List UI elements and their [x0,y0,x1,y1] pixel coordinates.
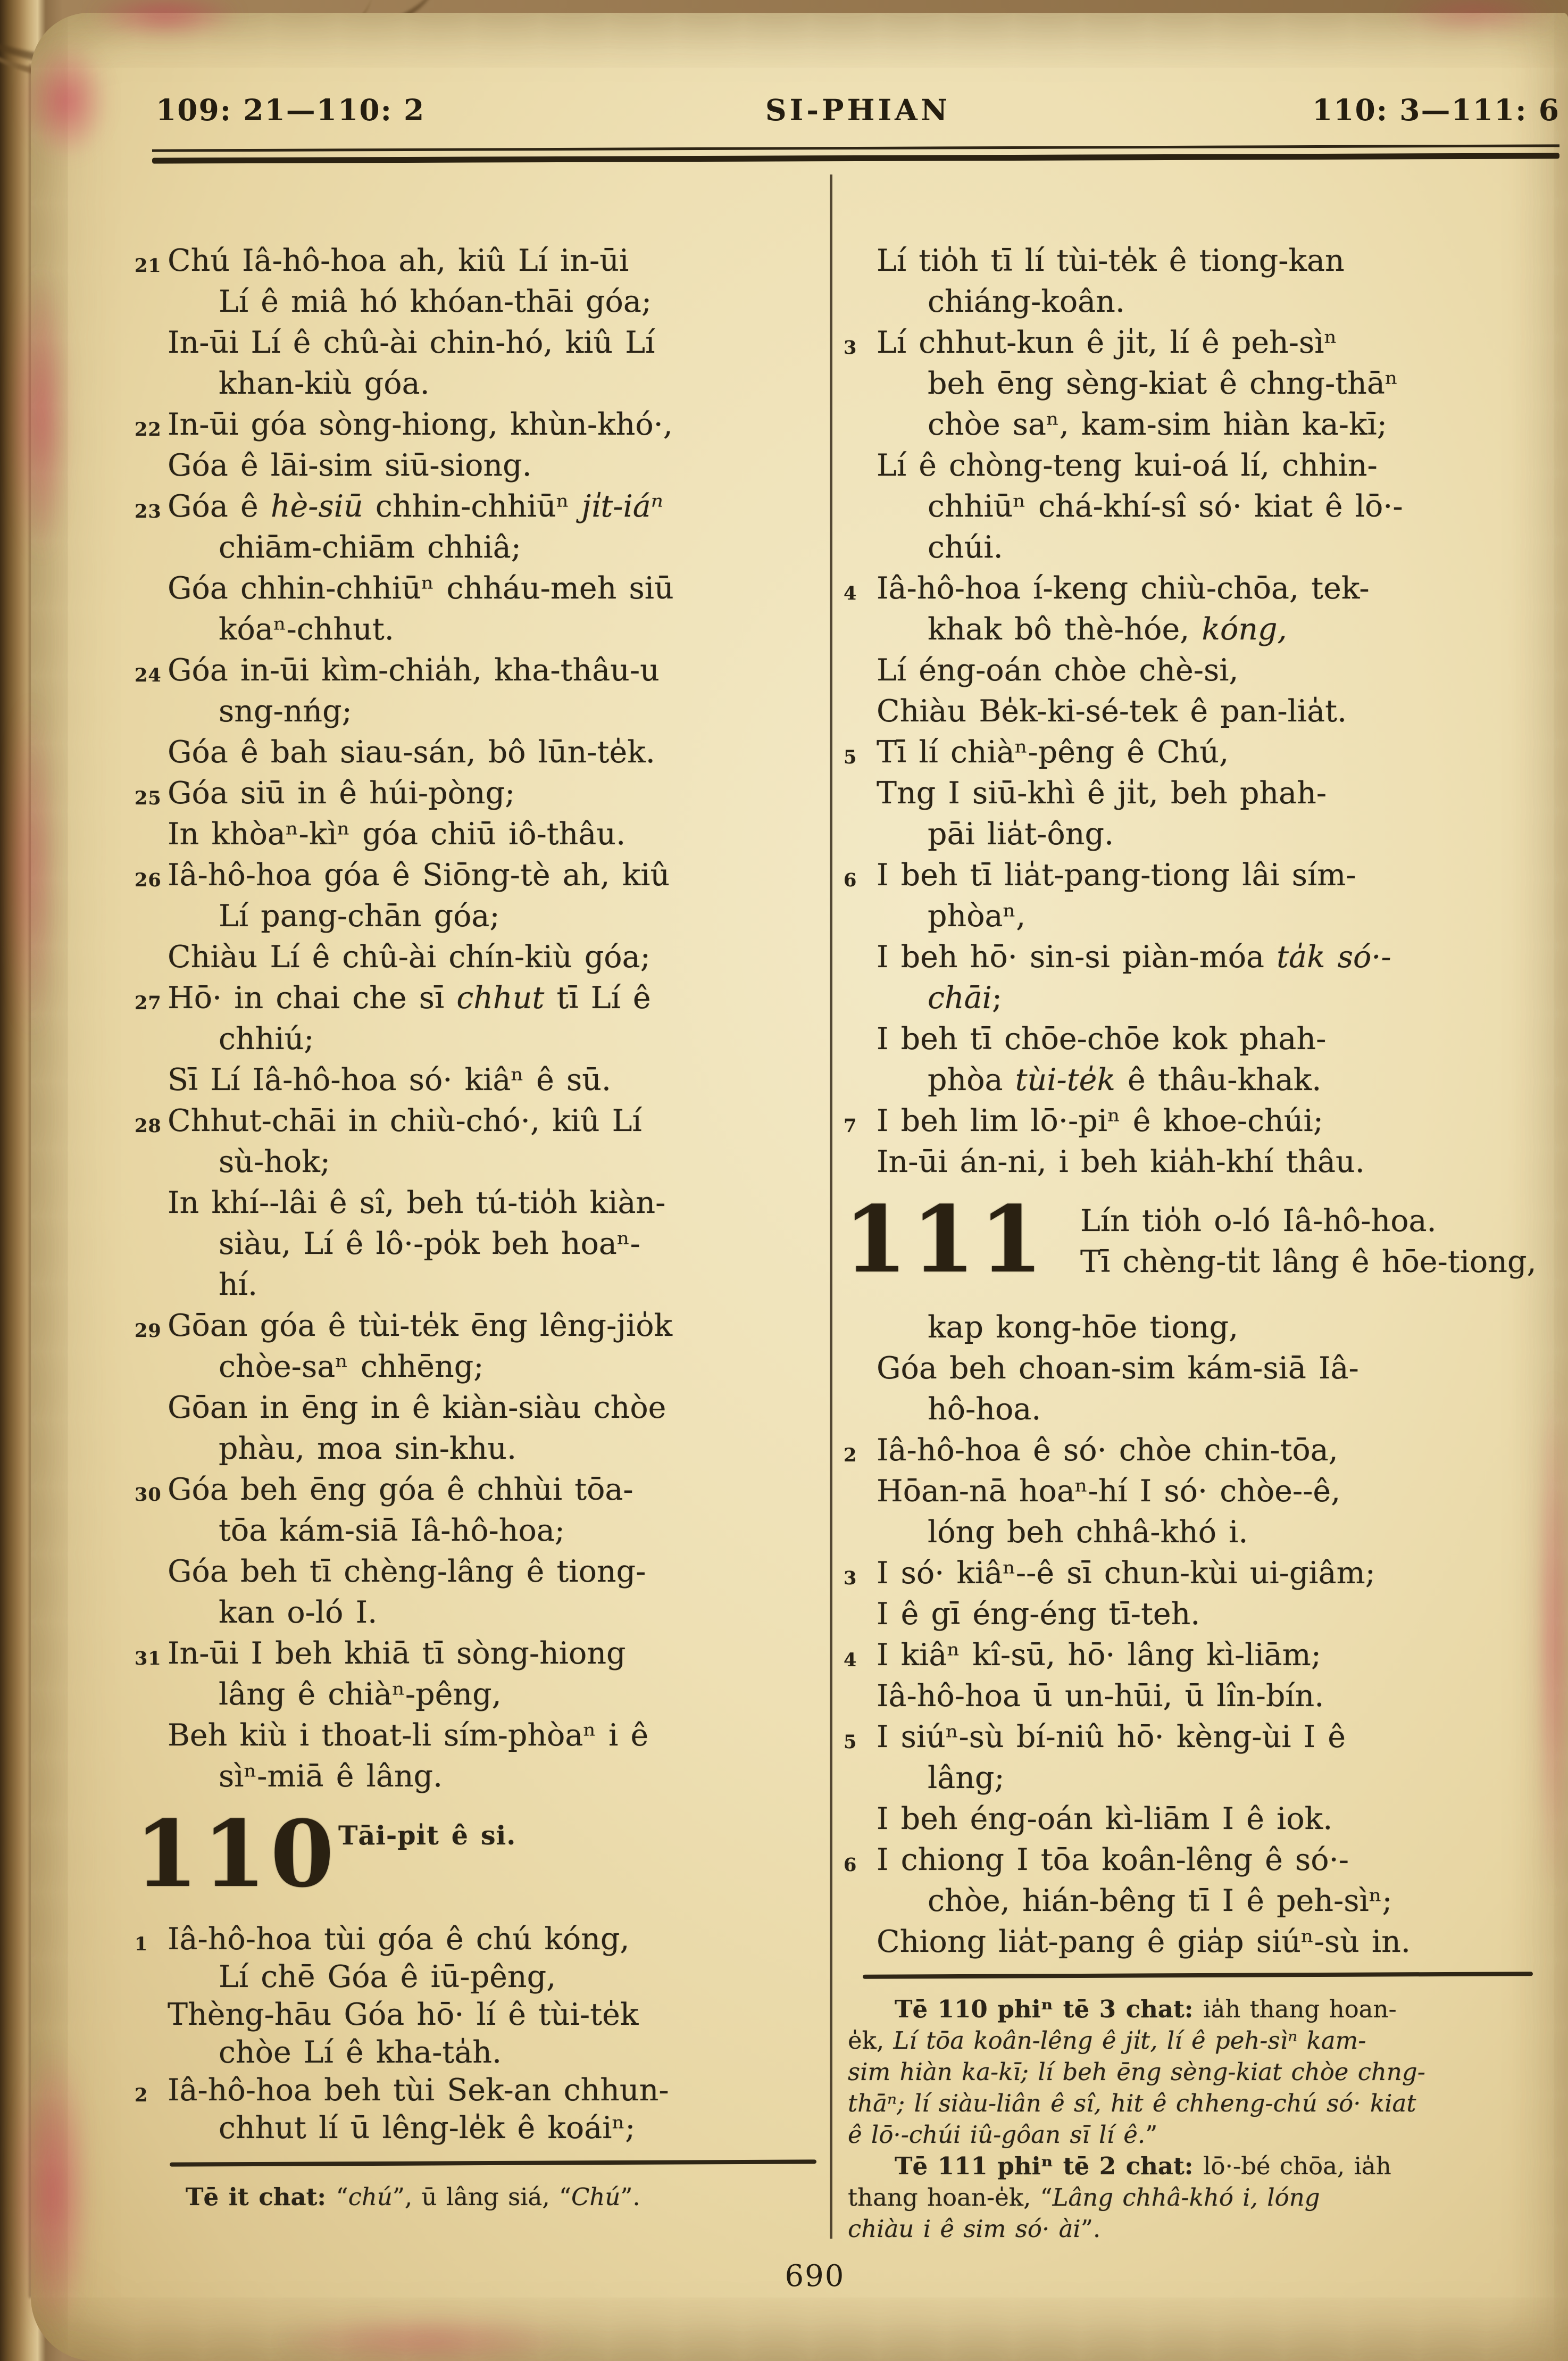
verse-line [135,445,827,486]
text: phòa [928,1062,1015,1098]
text: Lí pang-chān góa; [219,899,500,934]
verse-line [844,609,1559,650]
footnote-line [844,2025,1559,2056]
footnote-line [135,2181,827,2213]
footnote-line [844,2213,1559,2244]
verse-line [135,1674,827,1715]
text: Thèng-hāu Góa hō· lí ê tùi-te̍k [168,1997,639,2032]
text: khan-kiù góa. [219,366,430,401]
text: Lí ê miâ hó khóan-thāi góa; [219,284,652,319]
text: In khí--lâi ê sî, beh tú-tio̍h kiàn- [168,1185,666,1220]
verse-line [844,1101,1559,1142]
verse-line [844,486,1559,527]
text: In-ūi Lí ê chû-ài chin-hó, kiû Lí [168,325,655,360]
footnote-line [844,2150,1559,2182]
verse-line [844,814,1559,855]
italic-text: Lí tōa koân-lêng ê ji̍t, lí ê peh-sìⁿ kam- [893,2026,1366,2055]
text: chúi. [928,530,1003,565]
verse-line [135,527,827,568]
verse-line [844,1019,1559,1060]
verse-line [844,773,1559,814]
text: siàu, Lí ê lô·-po̍k beh hoaⁿ- [219,1226,640,1261]
text: Góa beh choan-sim kám-siā Iâ- [877,1351,1359,1386]
verse-line [135,1510,827,1551]
italic-text: ta̍k só·- [1277,940,1391,975]
verse-line [135,773,827,814]
text: chhut lí ū lêng-le̍k ê koáiⁿ; [219,2110,636,2146]
text: Gōan góa ê tùi-te̍k ēng lêng-jio̍k [168,1308,673,1343]
text: In-ūi án-ni, i beh kia̍h-khí thâu. [877,1144,1365,1179]
verse-line [135,1715,827,1756]
text: khak bô thè-hóe, [928,612,1202,647]
verse-line [135,486,827,527]
text: Chhut-chāi in chiù-chó·, kiû Lí [168,1103,642,1138]
verse-block [135,1921,827,2147]
text: tī Lí ê [544,980,651,1016]
text: Iâ-hô-hoa í-keng chiù-chōa, tek- [877,571,1370,606]
italic-text: sim hiàn ka-kī; lí beh ēng sèng-kiat chòe chng- [848,2058,1425,2086]
psalm-heading-body [1047,1198,1537,1283]
text: Lí chhut-kun ê ji̍t, lí ê peh-sìⁿ [877,325,1338,360]
verse-block [844,1307,1559,1963]
verse-line [844,1717,1559,1758]
verse-line [844,1676,1559,1717]
verse-number: 26 [135,869,162,891]
verse-number: 3 [844,337,857,359]
text: Góa beh tī chèng-lâng ê tiong- [168,1554,646,1589]
verse-line [135,1306,827,1346]
italic-text: Chú [571,2183,621,2211]
verse-number: 4 [844,583,857,604]
text: phàu, moa sin-khu. [219,1431,517,1466]
text: Tī chèng-ti̍t lâng ê hōe-tiong, [1080,1244,1537,1279]
psalm-number: 111 [844,1185,1048,1293]
verse-line [844,1060,1559,1101]
verse-line [135,937,827,978]
verse-line [844,281,1559,322]
verse-line [844,568,1559,609]
verse-line [135,1224,827,1265]
verse-line [135,1142,827,1183]
text: chiáng-koân. [928,284,1125,319]
text: Iâ-hô-hoa tùi góa ê chú kóng, [168,1922,630,1957]
italic-text: Lâng chhâ-khó i, lóng [1052,2183,1320,2212]
verse-number: 29 [135,1320,162,1342]
verse-number: 1 [135,1933,148,1955]
verse-line [844,322,1559,363]
verse-number: 5 [844,1731,857,1753]
text: Tī lí chiàⁿ-pêng ê Chú, [877,735,1229,770]
text: thang hoan-e̍k, “ [848,2183,1053,2212]
text: ”, ū lâng siá, “ [392,2183,571,2211]
verse-line [844,1512,1559,1553]
verse-line [135,322,827,363]
verse-line [844,937,1559,978]
text: lâng; [928,1760,1005,1795]
header-verse-range-left: 109: 21—110: 2 [156,93,426,127]
text: e̍k, [848,2026,894,2055]
italic-text: chiàu i ê sim só· ài [848,2215,1081,2243]
verse-line [844,1471,1559,1512]
verse-line [844,1840,1559,1881]
text: ” [1145,2121,1158,2149]
verse-line [135,1019,827,1060]
psalm-title: Tāi-pi̍t ê si. [338,1820,516,1851]
text: I beh lim lō·-piⁿ ê khoe-chúi; [877,1103,1323,1138]
verse-block [135,240,827,1797]
verse-number: 6 [844,869,857,891]
text: Hō· in chai che sī [168,980,457,1016]
verse-line [135,1060,827,1101]
text: Chú Iâ-hô-hoa ah, kiû Lí in-ūi [168,243,629,278]
verse-number: 7 [844,1115,857,1137]
right-column [844,240,1559,2244]
text: Lí ê chòng-teng kui-oá lí, chhin- [877,448,1378,483]
verse-line [135,363,827,404]
left-column [135,240,827,2213]
verse-line [135,240,827,281]
column-divider [830,174,832,2239]
verse-line [1047,1201,1537,1242]
text: beh ēng sèng-kiat ê chng-thāⁿ [928,366,1398,401]
verse-line [135,1469,827,1510]
text: Lí chē Góa ê iū-pêng, [219,1959,556,1994]
verse-line [135,1592,827,1633]
verse-line [844,404,1559,445]
text: ia̍h thang hoan- [1203,1995,1397,2023]
verse-number: 24 [135,664,162,686]
text: Chiàu Lí ê chû-ài chín-kiù góa; [168,940,650,975]
text: chòe saⁿ, kam-sim hiàn ka-kī; [928,407,1387,442]
text: Sī Lí Iâ-hô-hoa só· kiâⁿ ê sū. [168,1062,612,1098]
text: chòe, hián-bêng tī I ê peh-sìⁿ; [928,1883,1392,1918]
footnote-line [844,2119,1559,2150]
text: I só· kiâⁿ--ê sī chun-kùi ui-giâm; [877,1556,1375,1591]
verse-line [844,855,1559,896]
verse-line [135,814,827,855]
verse-line [844,363,1559,404]
verse-line [844,1799,1559,1840]
footnote-rule [863,1972,1533,1978]
text: Góa ê lāi-sim siū-siong. [168,448,532,483]
text: ê thâu-khak. [1115,1062,1322,1098]
text: kan o-ló I. [219,1595,378,1630]
text: Tē 110 phiⁿ tē 3 chat: [895,1995,1204,2023]
text: Tē 111 phiⁿ tē 2 chat: [895,2152,1204,2180]
verse-line [844,1922,1559,1963]
header-rule-thin [152,144,1559,152]
text: Góa ê bah siau-sán, bô lūn-te̍k. [168,735,655,770]
page [31,13,1568,2361]
verse-line [135,1551,827,1592]
text: Góa chhin-chhiūⁿ chháu-meh siū [168,571,674,606]
text: I siúⁿ-sù bí-niû hō· kèng-ùi I ê [877,1719,1346,1755]
text: tōa kám-siā Iâ-hô-hoa; [219,1513,565,1548]
verse-line [135,855,827,896]
text: chhiūⁿ chá-khí-sî só· kiat ê lō·- [928,489,1403,524]
text: I chiong I tōa koân-lêng ê só·- [877,1842,1349,1877]
text: chòe-saⁿ chhēng; [219,1349,484,1384]
text: chhiú; [219,1021,314,1057]
text: pāi lia̍t-ông. [928,817,1114,852]
italic-text: chāi [928,980,992,1016]
text: Lí éng-oán chòe chè-si, [877,653,1239,688]
verse-line [844,1635,1559,1676]
verse-line [844,691,1559,732]
verse-line [844,732,1559,773]
verse-line [844,445,1559,486]
verse-line [1047,1242,1537,1283]
text: Chiàu Be̍k-ki-sé-tek ê pan-lia̍t. [877,694,1347,729]
verse-number: 23 [135,501,162,522]
footnote-block [844,1993,1559,2244]
header-book-title: SI-PHIAN [765,93,951,127]
verse-line [135,732,827,773]
text: Góa in-ūi kìm-chia̍h, kha-thâu-u [168,653,660,688]
text: In khòaⁿ-kìⁿ góa chiū iô-thâu. [168,817,626,852]
text: I kiâⁿ kî-sū, hō· lâng kì-liām; [877,1637,1321,1673]
verse-number: 4 [844,1649,857,1671]
text: Góa ê [168,489,271,524]
verse-line [135,2034,827,2072]
verse-line [844,1307,1559,1348]
verse-line [135,281,827,322]
verse-number: 3 [844,1567,857,1589]
text: Iâ-hô-hoa ū un-hūi, ū lîn-bín. [877,1678,1324,1714]
text: ”. [620,2183,640,2211]
verse-line [844,527,1559,568]
verse-line [844,1881,1559,1922]
italic-text: kóng, [1202,612,1287,647]
text: Iâ-hô-hoa góa ê Siōng-tè ah, kiû [168,858,670,893]
verse-line [135,1183,827,1224]
text: kóaⁿ-chhut. [219,612,394,647]
verse-line [844,1594,1559,1635]
italic-text: thāⁿ; lí siàu-liân ê sî, hit ê chheng-chú só· kiat [848,2089,1416,2117]
verse-number: 6 [844,1854,857,1876]
verse-line [135,1101,827,1142]
text: Lí tio̍h tī lí tùi-te̍k ê tiong-kan [877,243,1345,278]
psalm-heading-body [338,1812,516,1856]
italic-text: chhut [456,980,545,1016]
verse-line [135,1346,827,1387]
text: hô-hoa. [928,1392,1041,1427]
verse-line [135,1996,827,2034]
psalm-heading [135,1800,827,1908]
verse-line [135,1756,827,1797]
text: Lín tio̍h o-ló Iâ-hô-hoa. [1080,1203,1437,1238]
text: Góa siū in ê húi-pòng; [168,776,515,811]
text: I beh éng-oán kì-liām I ê iok. [877,1801,1333,1836]
running-header [156,93,1560,127]
verse-line [135,2109,827,2147]
italic-text: ji̍t-iáⁿ [581,489,663,524]
header-verse-range-right: 110: 3—111: 6 [1312,93,1560,127]
verse-line [135,978,827,1019]
text: lâng ê chiàⁿ-pêng, [219,1677,502,1712]
text: lō·-bé chōa, ia̍h [1203,2152,1391,2180]
verse-line [135,1387,827,1428]
verse-line [135,650,827,691]
text: In-ūi I beh khiā tī sòng-hiong [168,1636,626,1671]
text: phòaⁿ, [928,899,1026,934]
text: “ [336,2183,348,2211]
text: Chiong lia̍t-pang ê gia̍p siúⁿ-sù in. [877,1924,1411,1959]
footnote-line [844,2182,1559,2213]
footnote-line [844,2056,1559,2088]
verse-number: 22 [135,419,162,440]
verse-line [135,1265,827,1306]
verse-line [844,1389,1559,1430]
verse-line [844,1142,1559,1183]
verse-number: 28 [135,1115,162,1137]
text: chòe Lí ê kha-ta̍h. [219,2035,502,2070]
footnote-block [135,2181,827,2213]
text: I beh tī lia̍t-pang-tiong lâi sím- [877,858,1356,893]
text: lóng beh chhâ-khó i. [928,1515,1248,1550]
verse-line [135,1921,827,1958]
text: hí. [219,1267,258,1302]
text: sng-nńg; [219,694,352,729]
verse-line [844,240,1559,281]
footnote-rule [170,2159,816,2166]
text: Gōan in ēng in ê kiàn-siàu chòe [168,1390,666,1425]
verse-number: 2 [844,1444,857,1466]
text: I beh hō· sin-si piàn-móa [877,940,1277,975]
verse-line [135,609,827,650]
verse-line [844,650,1559,691]
verse-line [135,2072,827,2109]
text: I beh tī chōe-chōe kok phah- [877,1021,1327,1057]
text: kap kong-hōe tiong, [928,1310,1239,1345]
verse-line [844,1430,1559,1471]
verse-line [844,1348,1559,1389]
verse-number: 2 [135,2084,148,2106]
verse-number: 30 [135,1484,162,1506]
text: sìⁿ-miā ê lâng. [219,1759,443,1794]
text: Tng I siū-khì ê ji̍t, beh phah- [877,776,1327,811]
verse-number: 21 [135,255,162,277]
verse-number: 31 [135,1648,162,1669]
verse-number: 5 [844,746,857,768]
verse-line [135,1958,827,1996]
verse-line [135,404,827,445]
verse-block [844,240,1559,1183]
italic-text: chú [348,2183,393,2211]
verse-line [844,1553,1559,1594]
text: Hōan-nā hoaⁿ-hí I só· chòe--ê, [877,1474,1341,1509]
verse-line [844,1758,1559,1799]
page-number: 690 [785,2259,845,2293]
text: chiām-chiām chhiâ; [219,530,521,565]
verse-line [135,568,827,609]
text: In-ūi góa sòng-hiong, khùn-khó·, [168,407,673,442]
text: ; [991,980,1003,1016]
text: chhin-chhiūⁿ [363,489,582,524]
verse-line [135,1633,827,1674]
italic-text: ê lō·-chúi iû-gôan sī lí ê. [848,2121,1146,2149]
verse-line [844,978,1559,1019]
verse-number: 27 [135,992,162,1014]
text: Iâ-hô-hoa beh tùi Sek-an chhun- [168,2073,669,2108]
psalm-number: 110 [135,1800,339,1908]
text: Tē it chat: [186,2183,336,2211]
text: Iâ-hô-hoa ê só· chòe chin-tōa, [877,1433,1338,1468]
text: Góa beh ēng góa ê chhùi tōa- [168,1472,633,1507]
verse-line [135,691,827,732]
text: ”. [1080,2215,1101,2243]
verse-line [844,896,1559,937]
footnote-line [844,2088,1559,2119]
text: Beh kiù i thoat-li sím-phòaⁿ i ê [168,1718,649,1753]
verse-line [135,896,827,937]
header-rule-thick [152,153,1559,163]
verse-line [135,1428,827,1469]
italic-text: hè-siū [270,489,363,524]
psalm-heading [844,1185,1559,1293]
verse-number: 25 [135,787,162,809]
italic-text: tùi-te̍k [1015,1062,1115,1098]
text: I ê gī éng-éng tī-teh. [877,1597,1200,1632]
footnote-line [844,1993,1559,2025]
text: sù-hok; [219,1144,330,1179]
